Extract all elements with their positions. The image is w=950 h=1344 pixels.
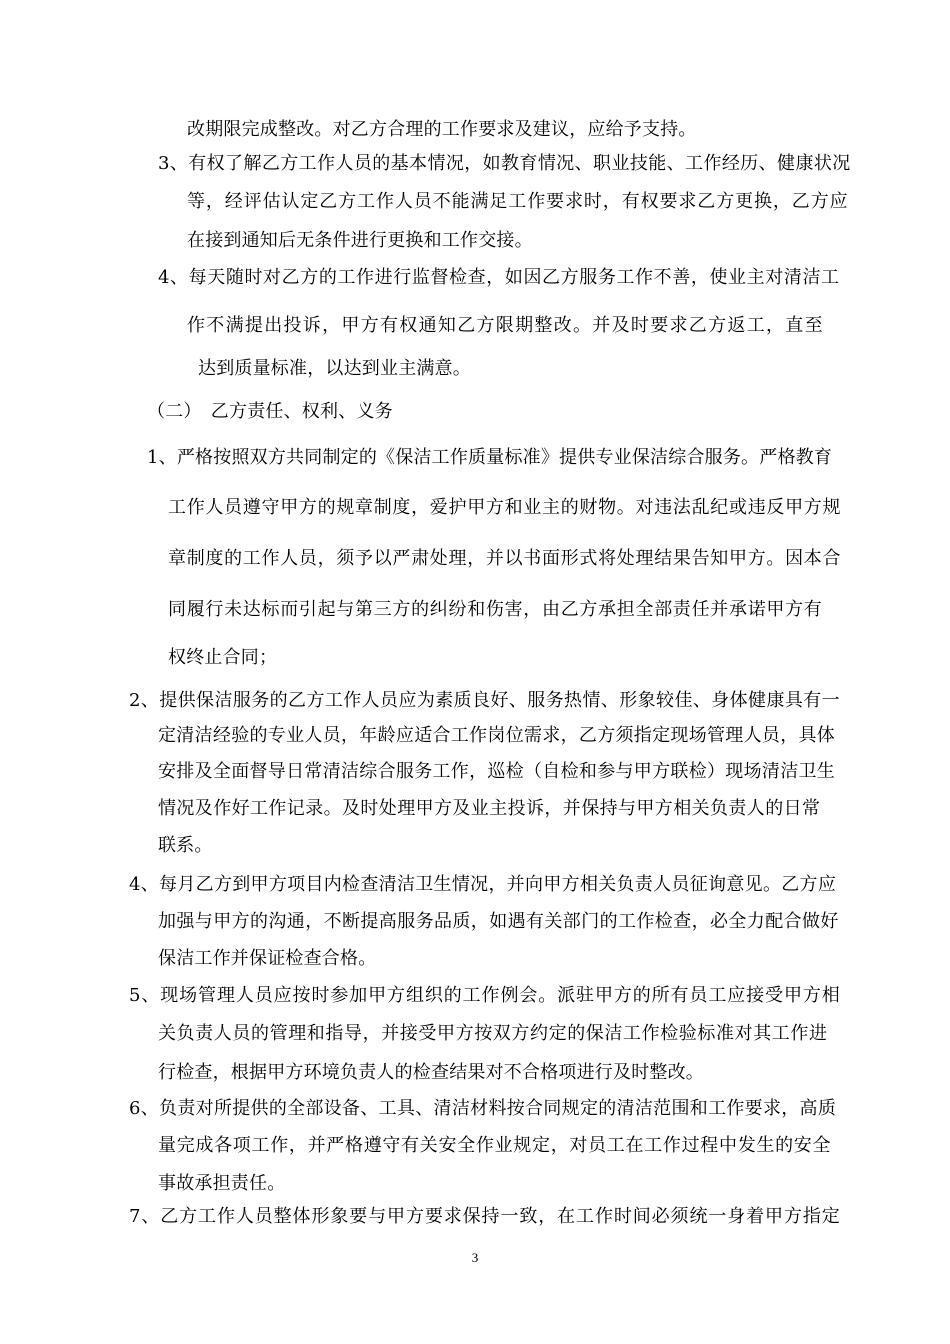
- text-line: 改期限完成整改。对乙方合理的工作要求及建议，应给予支持。: [187, 119, 697, 140]
- text-line: 1、严格按照双方共同制定的《保洁工作质量标准》提供专业保洁综合服务。严格教育: [147, 447, 833, 468]
- text-line: 行检查，根据甲方环境负责人的检查结果对不合格项进行及时整改。: [158, 1062, 704, 1083]
- text-line: 3、有权了解乙方工作人员的基本情况，如教育情况、职业技能、工作经历、健康状况: [158, 153, 851, 174]
- text-line: 安排及全面督导日常清洁综合服务工作，巡检（自检和参与甲方联检）现场清洁卫生: [158, 761, 836, 782]
- section-heading: （二） 乙方责任、权利、义务: [147, 401, 393, 422]
- text-line: 4、每天随时对乙方的工作进行监督检查，如因乙方服务工作不善，使业主对清洁工: [158, 267, 840, 288]
- page-number: 3: [471, 1250, 479, 1265]
- text-line: 加强与甲方的沟通，不断提高服务品质，如遇有关部门的工作检查，必全力配合做好: [158, 911, 839, 932]
- text-line: 同履行未达标而引起与第三方的纠纷和伤害，由乙方承担全部责任并承诺甲方有: [168, 599, 823, 620]
- text-line: 2、提供保洁服务的乙方工作人员应为素质良好、服务热情、形象较佳、身体健康具有一: [129, 690, 841, 711]
- text-line: 关负责人员的管理和指导，并接受甲方按双方约定的保洁工作检验标准对其工作进: [158, 1023, 828, 1044]
- text-line: 章制度的工作人员，须予以严肃处理，并以书面形式将处理结果告知甲方。因本合: [168, 548, 842, 569]
- text-line: 7、乙方工作人员整体形象要与甲方要求保持一致，在工作时间必须统一身着甲方指定: [129, 1206, 841, 1227]
- text-line: 达到质量标准，以达到业主满意。: [198, 358, 471, 379]
- text-line: 联系。: [158, 835, 213, 856]
- text-line: 定清洁经验的专业人员，年龄应适合工作岗位需求，乙方须指定现场管理人员，具体: [158, 725, 836, 746]
- text-line: 作不满提出投诉，甲方有权通知乙方限期整改。并及时要求乙方返工，直至: [187, 315, 824, 336]
- text-line: 4、每月乙方到甲方项目内检查清洁卫生情况，并向甲方相关负责人员征询意见。乙方应: [129, 874, 837, 895]
- text-line: 在接到通知后无条件进行更换和工作交接。: [187, 230, 533, 251]
- text-line: 保洁工作并保证检查合格。: [158, 948, 377, 969]
- text-line: 6、负责对所提供的全部设备、工具、清洁材料按合同规定的清洁范围和工作要求，高质: [129, 1098, 837, 1119]
- text-line: 权终止合同；: [168, 647, 278, 668]
- text-line: 情况及作好工作记录。及时处理甲方及业主投诉，并保持与甲方相关负责人的日常: [158, 798, 821, 819]
- text-line: 等，经评估认定乙方工作人员不能满足工作要求时，有权要求乙方更换，乙方应: [187, 191, 849, 212]
- text-line: 5、现场管理人员应按时参加甲方组织的工作例会。派驻甲方的所有员工应接受甲方相: [129, 985, 841, 1006]
- text-line: 事故承担责任。: [158, 1173, 286, 1194]
- text-line: 工作人员遵守甲方的规章制度，爱护甲方和业主的财物。对违法乱纪或违反甲方规: [168, 497, 842, 518]
- text-line: 量完成各项工作，并严格遵守有关安全作业规定，对员工在工作过程中发生的安全: [158, 1135, 832, 1156]
